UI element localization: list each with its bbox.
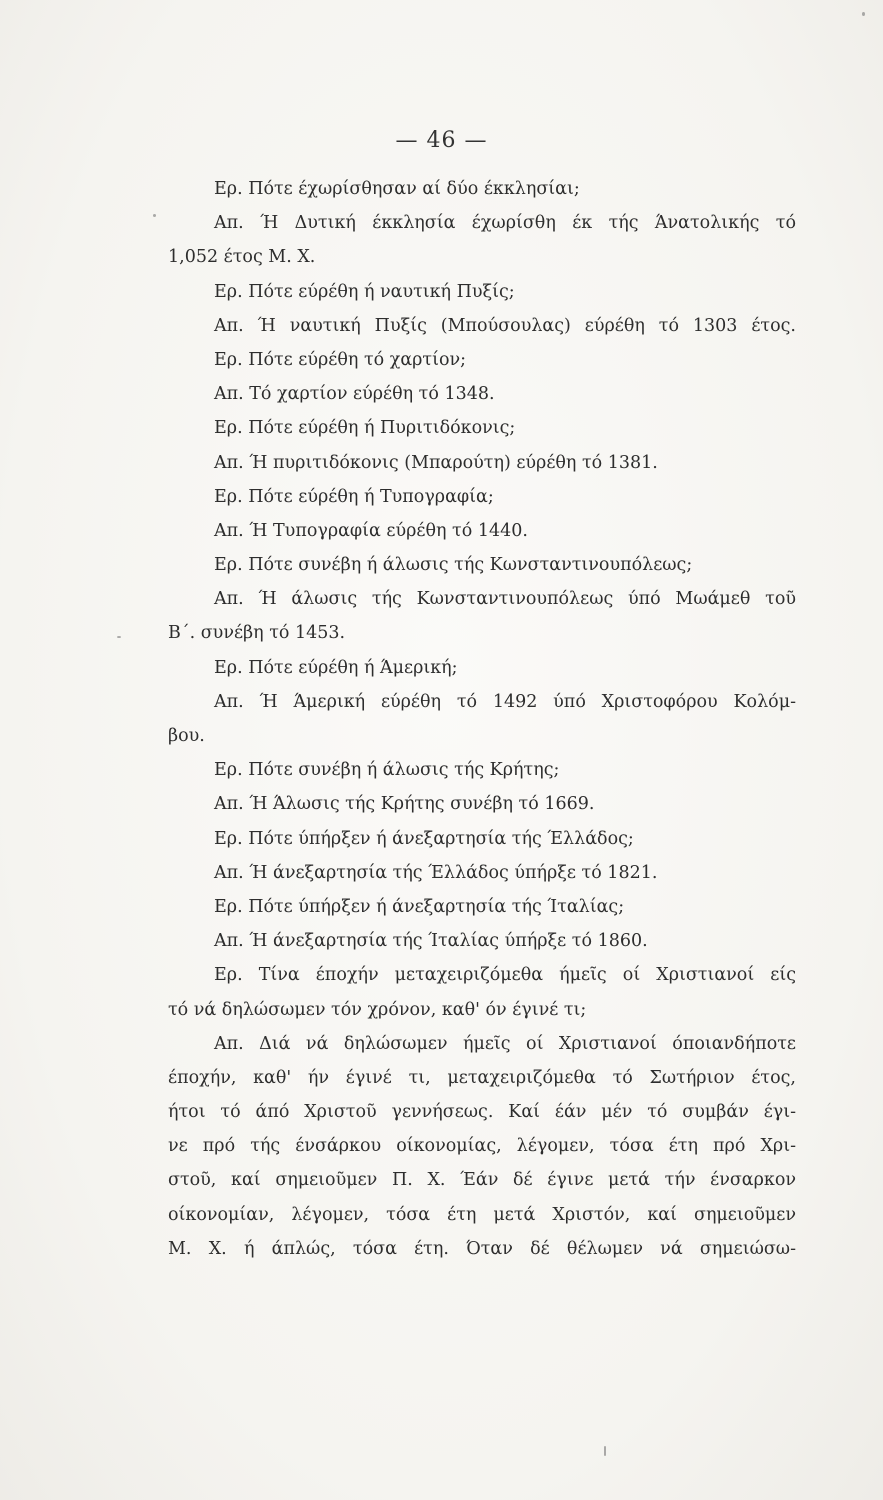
text-line-19: Απ. Ή Άλωσις τής Κρήτης συνέβη τό 1669. bbox=[214, 794, 595, 815]
text-line-14: Β΄. συνέβη τό 1453. bbox=[168, 623, 346, 644]
text-line-23: Απ. Ή άνεξαρτησία τής Ίταλίας ύπήρξε τό 1860. bbox=[214, 931, 648, 952]
text-line-31: οίκονομίαν, λέγομεν, τόσα έτη μετά Χριστόν, καί σημειοῦμεν bbox=[168, 1204, 796, 1225]
text-line-08: Ερ. Πότε εύρέθη ή Πυριτιδόκονις; bbox=[214, 418, 516, 439]
paper-speck bbox=[604, 1446, 606, 1456]
text-line-29: νε πρό τής ένσάρκου οίκονομίας, λέγομεν, τόσα έτη πρό Χρι- bbox=[168, 1136, 796, 1157]
text-line-09: Απ. Ή πυριτιδόκονις (Μπαρούτη) εύρέθη τό 1381. bbox=[214, 452, 658, 473]
text-line-22: Ερ. Πότε ύπήρξεν ή άνεξαρτησία τής Ίταλίας; bbox=[214, 896, 625, 917]
text-line-30: στοῦ, καί σημειοῦμεν Π. Χ. Έάν δέ έγινε μετά τήν ένσαρκον bbox=[168, 1170, 796, 1191]
text-line-28: ήτοι τό άπό Χριστοῦ γεννήσεως. Καί έάν μέν τό συμβάν έγι- bbox=[168, 1102, 796, 1123]
text-line-10: Ερ. Πότε εύρέθη ή Τυπογραφία; bbox=[214, 486, 494, 507]
text-line-32: Μ. Χ. ή άπλώς, τόσα έτη. Όταν δέ θέλωμεν νά σημειώσω- bbox=[168, 1238, 796, 1259]
text-line-04: Ερ. Πότε εύρέθη ή ναυτική Πυξίς; bbox=[214, 281, 515, 302]
text-line-21: Απ. Ή άνεξαρτησία τής Έλλάδος ύπήρξε τό 1821. bbox=[214, 862, 658, 883]
text-line-01: Ερ. Πότε έχωρίσθησαν αί δύο έκκλησίαι; bbox=[214, 179, 580, 199]
paper-speck bbox=[862, 12, 865, 16]
paper-speck bbox=[117, 636, 121, 638]
text-line-05: Απ. Ή ναυτική Πυξίς (Μπούσουλας) εύρέθη τό 1303 έτος. bbox=[214, 315, 796, 336]
page-number: — 46 — bbox=[395, 128, 488, 153]
text-line-25: τό νά δηλώσωμεν τόν χρόνον, καθ' όν έγινέ τι; bbox=[168, 999, 587, 1020]
text-line-20: Ερ. Πότε ύπήρξεν ή άνεξαρτησία τής Έλλάδος; bbox=[214, 828, 634, 849]
text-line-16: Απ. Ή Άμερική εύρέθη τό 1492 ύπό Χριστοφόρου Κολόμ- bbox=[214, 691, 796, 712]
text-line-15: Ερ. Πότε εύρέθη ή Άμερική; bbox=[214, 657, 458, 678]
text-line-07: Απ. Τό χαρτίον εύρέθη τό 1348. bbox=[214, 384, 495, 405]
text-line-03: 1,052 έτος Μ. Χ. bbox=[168, 247, 316, 268]
text-line-11: Απ. Ή Τυπογραφία εύρέθη τό 1440. bbox=[214, 520, 528, 541]
text-line-12: Ερ. Πότε συνέβη ή άλωσις τής Κωνσταντινουπόλεως; bbox=[214, 555, 693, 576]
catechism-text bbox=[168, 172, 796, 1266]
text-line-06: Ερ. Πότε εύρέθη τό χαρτίον; bbox=[214, 349, 467, 370]
text-line-27: έποχήν, καθ' ήν έγινέ τι, μεταχειριζόμεθα τό Σωτήριον έτος, bbox=[168, 1067, 796, 1088]
paper-speck bbox=[153, 214, 156, 217]
text-line-02: Απ. Ή Δυτική έκκλησία έχωρίσθη έκ τής Άνατολικής τό bbox=[214, 213, 796, 234]
text-line-18: Ερ. Πότε συνέβη ή άλωσις τής Κρήτης; bbox=[214, 760, 560, 781]
text-line-24: Ερ. Τίνα έποχήν μεταχειριζόμεθα ήμεῖς οί Χριστιανοί είς bbox=[214, 965, 796, 986]
text-line-13: Απ. Ή άλωσις τής Κωνσταντινουπόλεως ύπό Μωάμεθ τοῦ bbox=[214, 589, 796, 610]
text-line-26: Απ. Διά νά δηλώσωμεν ήμεῖς οί Χριστιανοί όποιανδήποτε bbox=[214, 1033, 796, 1054]
text-line-17: βου. bbox=[168, 726, 205, 746]
